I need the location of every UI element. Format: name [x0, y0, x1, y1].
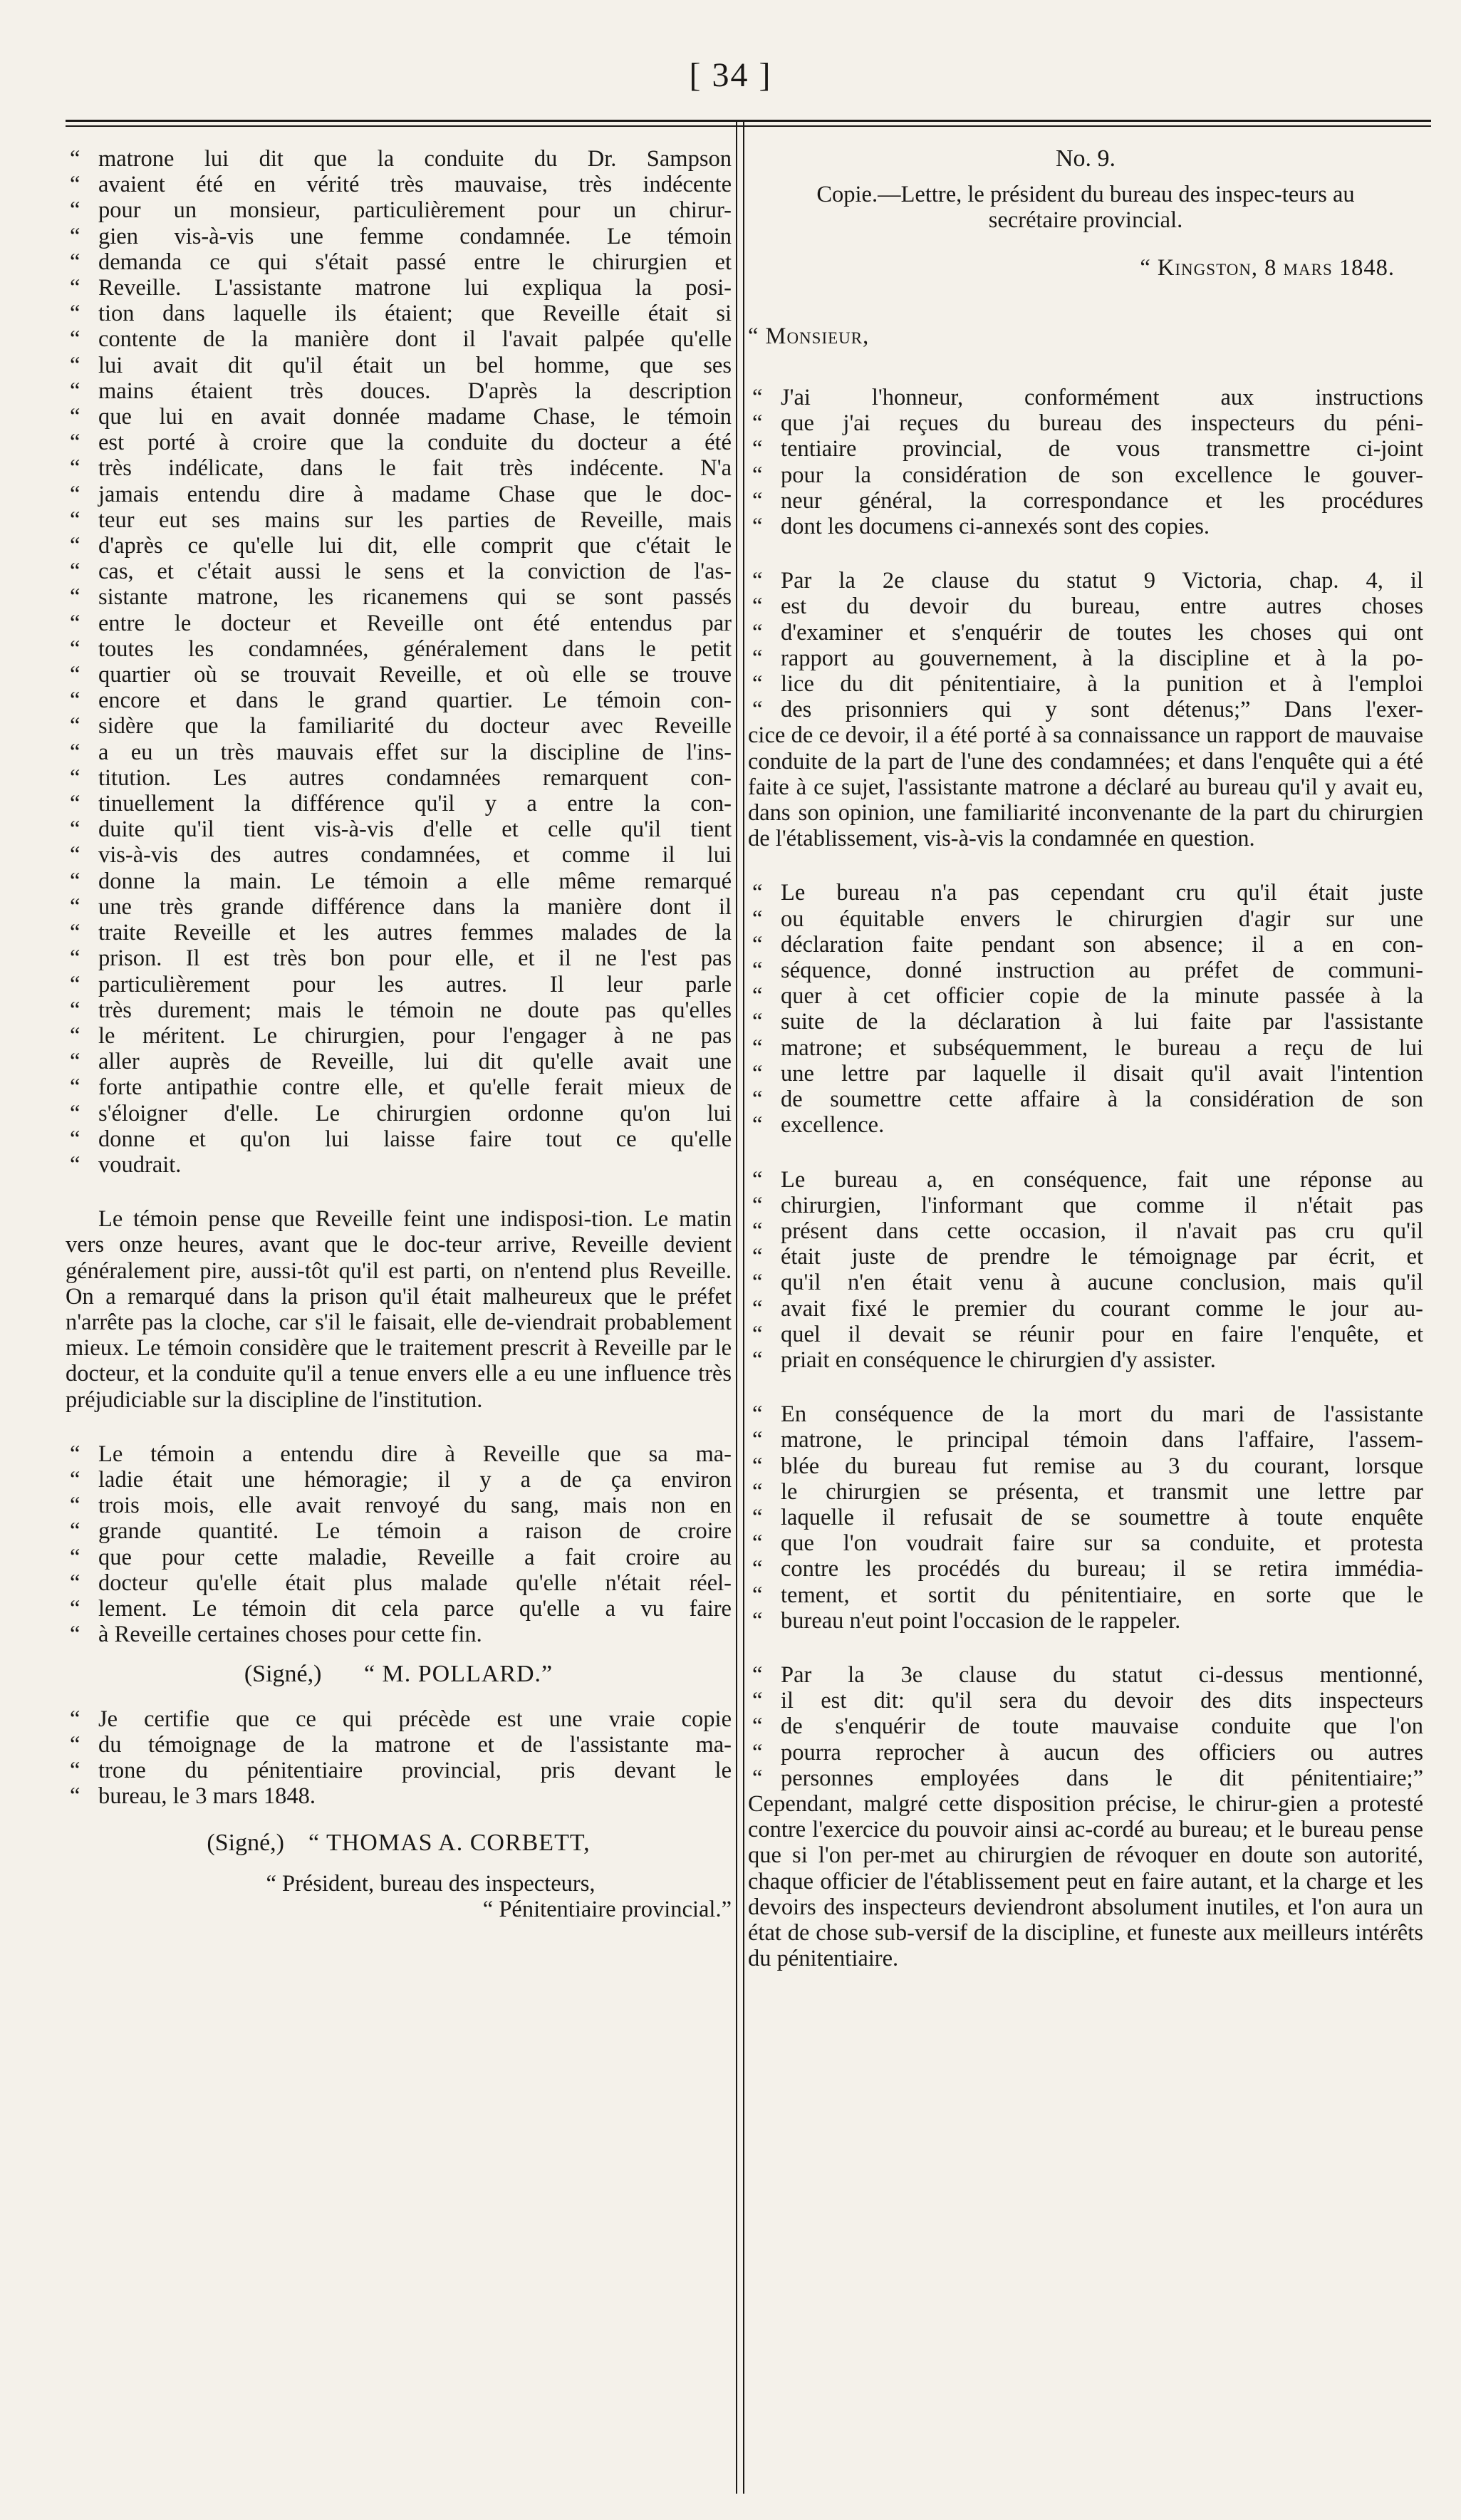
quoted-line: “ Par la 3e clause du statut ci-dessus mentionné,	[748, 1662, 1423, 1688]
quoted-line: “ personnes employées dans le dit pénitentiaire;”	[748, 1765, 1423, 1791]
quoted-line: “ ladie était une hémoragie; il y a de ça environ	[66, 1467, 732, 1493]
quoted-line: “ En conséquence de la mort du mari de l'assistante	[748, 1401, 1423, 1427]
quoted-line: “ lice du dit pénitentiaire, à la punition et à l'emploi	[748, 671, 1423, 697]
quoted-line: “ le méritent. Le chirurgien, pour l'engager à ne pas	[66, 1023, 732, 1049]
quoted-line: “ très indélicate, dans le fait très indécente. N'a	[66, 455, 732, 481]
quoted-line: “ sistante matrone, les ricanemens qui se sont passés	[66, 584, 732, 610]
left-quote-block-3	[66, 1441, 732, 1648]
quoted-line: “ quer à cet officier copie de la minute passée à la	[748, 983, 1423, 1009]
right-paragraph-3	[748, 880, 1423, 1138]
quoted-line: “ il est dit: qu'il sera du devoir des dits inspecteurs	[748, 1688, 1423, 1713]
quoted-line: “ d'examiner et s'enquérir de toutes les choses qui ont	[748, 620, 1423, 645]
quoted-line: “ avait fixé le premier du courant comme le jour au-	[748, 1296, 1423, 1322]
quoted-line: “ très durement; mais le témoin ne doute pas qu'elles	[66, 997, 732, 1023]
quoted-line: “ séquence, donné instruction au préfet de communi-	[748, 958, 1423, 983]
quoted-line: “ toutes les condamnées, généralement dans le petit	[66, 636, 732, 662]
quoted-line: “ des prisonniers qui y sont détenus;” Dans l'exer-	[748, 697, 1423, 722]
quoted-line: “ présent dans cette occasion, il n'avait pas cru qu'il	[748, 1218, 1423, 1244]
quoted-line: “ tinuellement la différence qu'il y a entre la con-	[66, 791, 732, 816]
signature-pollard	[66, 1661, 732, 1687]
salutation: “ Monsieur,	[748, 323, 870, 349]
quoted-line: “ tion dans laquelle ils étaient; que Reveille était si	[66, 301, 732, 326]
quoted-line: “ bureau, le 3 mars 1848.	[66, 1783, 732, 1809]
quoted-line: “ ou équitable envers le chirurgien d'agir sur une	[748, 906, 1423, 932]
quoted-line: “ vis-à-vis des autres condamnées, et comme il lui	[66, 842, 732, 868]
quoted-line: “ mains étaient très douces. D'après la description	[66, 378, 732, 404]
quoted-line: “ quartier où se trouvait Reveille, et où elle se trouve	[66, 662, 732, 688]
quoted-line: “ neur général, la correspondance et les procédures	[748, 488, 1423, 514]
top-rule	[66, 120, 1431, 122]
quoted-line: “ lement. Le témoin dit cela parce qu'elle a vu faire	[66, 1596, 732, 1622]
column-divider	[736, 121, 744, 2494]
right-paragraph-2-quoted	[748, 568, 1423, 722]
quoted-line: “ tentiaire provincial, de vous transmettre ci-joint	[748, 436, 1423, 462]
quoted-line: “ une très grande différence dans la manière dont il	[66, 894, 732, 920]
quoted-line: “ jamais entendu dire à madame Chase que le doc-	[66, 482, 732, 507]
quoted-line: “ pour la considération de son excellence le gouver-	[748, 462, 1423, 488]
quoted-line: “ laquelle il refusait de se soumettre à toute enquête	[748, 1505, 1423, 1530]
quoted-line: “ que pour cette maladie, Reveille a fait croire au	[66, 1545, 732, 1570]
right-paragraph-2-rest: cice de ce devoir, il a été porté à sa connaissance un rapport de mauvaise conduite de la part de l'une des condamnées; et dans l'enquête qui a été faite à ce sujet, l'assistante matrone a déclaré au bureau qu'il y avait eu, dans son opinion, une familiarité inconvenante de la part du chirurgien de l'établissement, vis-à-vis la condamnée en question.	[748, 722, 1423, 852]
quoted-line: “ Le bureau n'a pas cependant cru qu'il était juste	[748, 880, 1423, 906]
quoted-line: “ prison. Il est très bon pour elle, et il ne l'est pas	[66, 945, 732, 971]
quoted-line: “ de soumettre cette affaire à la considération de son	[748, 1087, 1423, 1112]
quoted-line: “ duite qu'il tient vis-à-vis d'elle et celle qu'il tient	[66, 816, 732, 842]
quoted-line: “ voudrait.	[66, 1152, 732, 1178]
quoted-line: “ déclaration faite pendant son absence; il a en con-	[748, 932, 1423, 958]
quoted-line: “ aller auprès de Reveille, lui dit qu'elle avait une	[66, 1049, 732, 1074]
quoted-line: “ pourra reprocher à aucun des officiers ou autres	[748, 1740, 1423, 1765]
quoted-line: “ matrone; et subséquemment, le bureau a reçu de lui	[748, 1035, 1423, 1061]
quoted-line: “ est du devoir du bureau, entre autres choses	[748, 593, 1423, 619]
left-quote-block-4	[66, 1706, 732, 1810]
quoted-line: “ Je certifie que ce qui précède est une vraie copie	[66, 1706, 732, 1732]
left-paragraph-2: Le témoin pense que Reveille feint une indisposi-tion. Le matin vers onze heures, avant que le doc-teur arrive, Reveille devient généralement pire, aussi-tôt qu'il est parti, on n'entend plus Reveille. On a remarqué dans la prison qu'il était malheureux que le préfet n'arrête pas la cloche, car s'il le faisait, elle de-viendrait probablement mieux. Le témoin considère que le traitement prescrit à Reveille par le docteur, et la conduite qu'il a tenue envers elle a eu une influence très préjudiciable sur la discipline de l'institution.	[66, 1206, 732, 1413]
quoted-line: “ particulièrement pour les autres. Il leur parle	[66, 972, 732, 997]
quoted-line: “ Le bureau a, en conséquence, fait une réponse au	[748, 1167, 1423, 1193]
quoted-line: “ Le témoin a entendu dire à Reveille que sa ma-	[66, 1441, 732, 1467]
quoted-line: “ titution. Les autres condamnées remarquent con-	[66, 765, 732, 791]
quoted-line: “ d'après ce qu'elle lui dit, elle comprit que c'était le	[66, 533, 732, 559]
quoted-line: “ priait en conséquence le chirurgien d'y assister.	[748, 1347, 1423, 1373]
signature-corbett	[66, 1830, 732, 1856]
quoted-line: “ traite Reveille et les autres femmes malades de la	[66, 920, 732, 945]
left-quote-block-1	[66, 146, 732, 1178]
quoted-line: “ suite de la déclaration à lui faite par l'assistante	[748, 1009, 1423, 1035]
quoted-line: “ donne et qu'on lui laisse faire tout ce qu'elle	[66, 1126, 732, 1152]
quoted-line: “ entre le docteur et Reveille ont été entendus par	[66, 611, 732, 636]
quoted-line: “ avaient été en vérité très mauvaise, très indécente	[66, 172, 732, 197]
signature-title-2: “ Pénitentiaire provincial.”	[482, 1896, 732, 1922]
quoted-line: “ une lettre par laquelle il disait qu'il avait l'intention	[748, 1061, 1423, 1087]
quoted-line: “ contente de la manière dont il l'avait palpée qu'elle	[66, 326, 732, 352]
quoted-line: “ forte antipathie contre elle, et qu'elle ferait mieux de	[66, 1074, 732, 1100]
quoted-line: “ était juste de prendre le témoignage par écrit, et	[748, 1244, 1423, 1270]
quoted-line: “ matrone lui dit que la conduite du Dr. Sampson	[66, 146, 732, 172]
quoted-line: “ blée du bureau fut remise au 3 du courant, lorsque	[748, 1453, 1423, 1479]
quoted-line: “ trone du pénitentiaire provincial, pris devant le	[66, 1758, 732, 1783]
quoted-line: “ demanda ce qui s'était passé entre le chirurgien et	[66, 249, 732, 275]
quoted-line: “ Reveille. L'assistante matrone lui expliqua la posi-	[66, 275, 732, 301]
quoted-line: “ gien vis-à-vis une femme condamnée. Le témoin	[66, 224, 732, 249]
quoted-line: “ contre les procédés du bureau; il se retira immédia-	[748, 1556, 1423, 1582]
right-paragraph-6-rest: Cependant, malgré cette disposition précise, le chirur-gien a protesté contre l'exercice du pouvoir ainsi ac-cordé au bureau; et le bureau pense que si l'on per-met au chirurgien de révoquer en doute son autorité, chaque officier de l'établissement peut en faire autant, et la charge et les devoirs des inspecteurs deviendront absolument inutiles, et l'on aura un état de chose sub-versif de la discipline, et funeste aux meilleurs intérêts du pénitentiaire.	[748, 1790, 1423, 1972]
quoted-line: “ que l'on voudrait faire sur sa conduite, et protesta	[748, 1530, 1423, 1556]
signature-title-1: “ Président, bureau des inspecteurs,	[266, 1870, 596, 1897]
quoted-line: “ qu'il n'en était venu à aucune conclusion, mais qu'il	[748, 1270, 1423, 1295]
dateline: “ Kingston, 8 mars 1848.	[1140, 254, 1395, 281]
quoted-line: “ Par la 2e clause du statut 9 Victoria, chap. 4, il	[748, 568, 1423, 593]
quoted-line: “ teur eut ses mains sur les parties de Reveille, mais	[66, 507, 732, 533]
quoted-line: “ rapport au gouvernement, à la discipline et à la po-	[748, 645, 1423, 671]
quoted-line: “ matrone, le principal témoin dans l'affaire, l'assem-	[748, 1427, 1423, 1453]
signature-name: “ THOMAS A. CORBETT,	[308, 1830, 591, 1857]
signature-label: (Signé,)	[207, 1830, 284, 1857]
signature-name: “ M. POLLARD.”	[363, 1661, 553, 1688]
quoted-line: “ le chirurgien se présenta, et transmit une lettre par	[748, 1479, 1423, 1505]
page-number: [ 34 ]	[689, 56, 772, 94]
quoted-line: “ trois mois, elle avait renvoyé du sang, mais non en	[66, 1493, 732, 1518]
document-number: No. 9.	[1055, 145, 1116, 172]
right-paragraph-1	[748, 385, 1423, 539]
copy-heading: Copie.—Lettre, le président du bureau des inspec-teurs au secrétaire provincial.	[816, 182, 1355, 234]
quoted-line: “ excellence.	[748, 1112, 1423, 1138]
signature-label: (Signé,)	[244, 1661, 322, 1688]
quoted-line: “ bureau n'eut point l'occasion de le rappeler.	[748, 1608, 1423, 1634]
quoted-line: “ pour un monsieur, particulièrement pour un chirur-	[66, 197, 732, 223]
quoted-line: “ que j'ai reçues du bureau des inspecteurs du péni-	[748, 410, 1423, 436]
right-paragraph-4	[748, 1167, 1423, 1374]
quoted-line: “ quel il devait se réunir pour en faire l'enquête, et	[748, 1322, 1423, 1347]
quoted-line: “ du témoignage de la matrone et de l'assistante ma-	[66, 1732, 732, 1758]
quoted-line: “ dont les documens ci-annexés sont des copies.	[748, 514, 1423, 539]
quoted-line: “ tement, et sortit du pénitentiaire, en sorte que le	[748, 1582, 1423, 1608]
quoted-line: “ à Reveille certaines choses pour cette fin.	[66, 1622, 732, 1647]
quoted-line: “ est porté à croire que la conduite du docteur a été	[66, 430, 732, 455]
left-column	[66, 146, 732, 1922]
quoted-line: “ sidère que la familiarité du docteur avec Reveille	[66, 713, 732, 739]
quoted-line: “ grande quantité. Le témoin a raison de croire	[66, 1518, 732, 1544]
quoted-line: “ cas, et c'était aussi le sens et la conviction de l'as-	[66, 559, 732, 584]
quoted-line: “ s'éloigner d'elle. Le chirurgien ordonne qu'on lui	[66, 1101, 732, 1126]
top-rule-thin	[66, 125, 1431, 127]
quoted-line: “ a eu un très mauvais effet sur la discipline de l'ins-	[66, 740, 732, 765]
right-column	[748, 146, 1423, 1971]
quoted-line: “ donne la main. Le témoin a elle même remarqué	[66, 868, 732, 894]
quoted-line: “ encore et dans le grand quartier. Le témoin con-	[66, 688, 732, 713]
quoted-line: “ lui avait dit qu'il était un bel homme, que ses	[66, 353, 732, 378]
quoted-line: “ que lui en avait donnée madame Chase, le témoin	[66, 404, 732, 430]
right-paragraph-5	[748, 1401, 1423, 1634]
quoted-line: “ docteur qu'elle était plus malade qu'elle n'était réel-	[66, 1570, 732, 1596]
quoted-line: “ de s'enquérir de toute mauvaise conduite que l'on	[748, 1713, 1423, 1739]
quoted-line: “ chirurgien, l'informant que comme il n'était pas	[748, 1193, 1423, 1218]
quoted-line: “ J'ai l'honneur, conformément aux instructions	[748, 385, 1423, 410]
right-paragraph-6-quoted	[748, 1662, 1423, 1791]
